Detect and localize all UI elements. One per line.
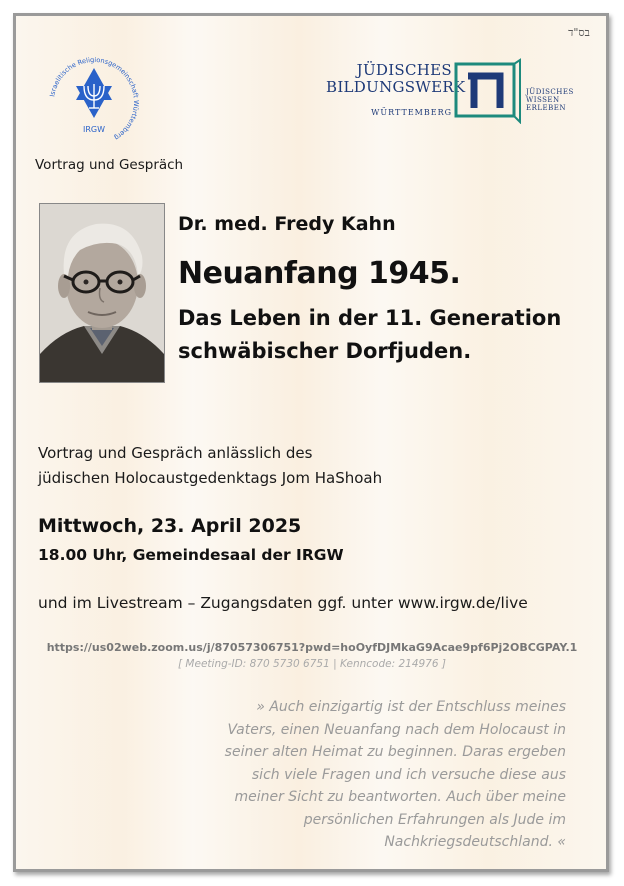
jbw-side1: JÜDISCHES xyxy=(526,88,574,96)
subtitle-line-2: schwäbischer Dorfjuden. xyxy=(178,339,472,363)
quote-line: Nachkriegsdeutschland. « xyxy=(384,834,566,850)
speaker-quote xyxy=(186,696,566,854)
quote-line: seiner alten Heimat zu beginnen. Daras ergeben xyxy=(224,744,566,760)
quote-line: meiner Sicht zu beantworten. Auch über meine xyxy=(234,789,566,805)
portrait-image xyxy=(40,204,164,382)
irgw-abbr: IRGW xyxy=(82,125,106,134)
event-title: Neuanfang 1945. xyxy=(178,256,461,291)
quote-line: persönlichen Erfahrungen als Jude im xyxy=(303,811,566,828)
bsd-mark: בס"ד xyxy=(568,26,590,39)
jbw-wordmark xyxy=(326,61,466,96)
jbw-side-text xyxy=(526,88,574,112)
zoom-link[interactable]: https://us02web.zoom.us/j/87057306751?pwd=hoOyfDJMkaG9Acae9pf6Pj2OBCGPAY.1 xyxy=(46,641,578,654)
meeting-credentials: [ Meeting-ID: 870 5730 6751 | Kenncode: 214976 ] xyxy=(178,658,446,670)
event-eyebrow: Vortrag und Gespräch xyxy=(35,157,184,173)
event-occasion xyxy=(38,441,382,491)
jbw-line1: JÜDISCHES xyxy=(356,61,452,79)
occasion-line-1: Vortrag und Gespräch anlässlich des xyxy=(38,444,313,462)
chet-letter-icon xyxy=(454,58,522,124)
speaker-portrait xyxy=(39,203,165,383)
jbw-line2: BILDUNGSWERK xyxy=(326,78,466,96)
jbw-line3: WÜRTTEMBERG xyxy=(371,108,452,117)
event-date: Mittwoch, 23. April 2025 xyxy=(38,515,302,537)
event-time-place: 18.00 Uhr, Gemeindesaal der IRGW xyxy=(38,546,344,564)
star-of-david-icon xyxy=(76,68,112,118)
irgw-logo xyxy=(46,54,142,150)
occasion-line-2: jüdischen Holocaustgedenktags Jom HaShoah xyxy=(38,469,383,487)
jbw-side2: WISSEN xyxy=(526,96,560,104)
speaker-name: Dr. med. Fredy Kahn xyxy=(178,213,396,235)
subtitle-line-1: Das Leben in der 11. Generation xyxy=(178,306,562,330)
jbw-logo xyxy=(326,58,576,124)
jbw-side3: ERLEBEN xyxy=(526,104,567,112)
quote-line: » Auch einzigartig ist der Entschluss meines xyxy=(256,699,566,715)
livestream-info[interactable]: und im Livestream – Zugangsdaten ggf. unter www.irgw.de/live xyxy=(38,594,528,612)
event-subtitle xyxy=(178,302,561,368)
irgw-ring-text: Israelitische Religionsgemeinschaft Württemberg xyxy=(48,55,141,142)
quote-line: sich viele Fragen und ich versuche diese aus xyxy=(251,766,566,783)
quote-line: Vaters, einen Neuanfang nach dem Holocaust in xyxy=(227,721,566,738)
